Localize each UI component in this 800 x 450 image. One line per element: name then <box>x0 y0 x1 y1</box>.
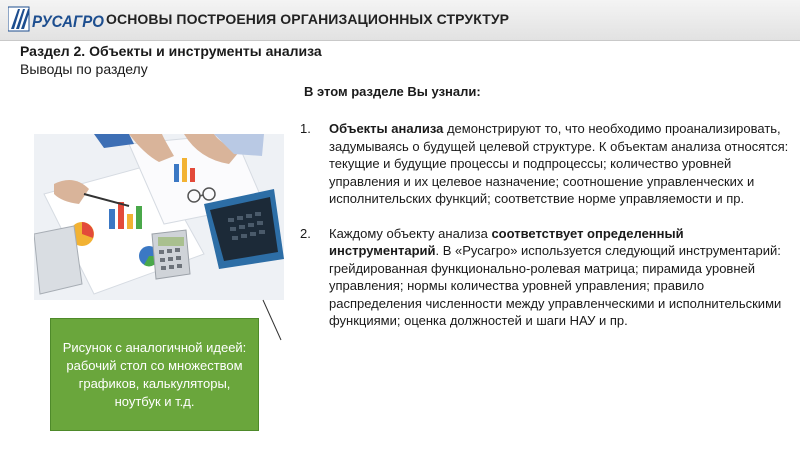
section-title: Раздел 2. Объекты и инструменты анализа <box>20 43 322 59</box>
list-item <box>300 225 790 330</box>
list-item-text: Каждому объекту анализа <box>329 225 492 241</box>
list-item-text: демонстрируют то, что необходимо проанализировать, задумываясь о будущей целевой структуре. К объектам анализа относятся: текущие и будущие процессы и подпроцессы; количество уровней управления и их целевое назначение; соотношение управленческих и исполнительских функций; соответствие норме управляемости и пр. <box>329 121 789 206</box>
list-number: 1. <box>300 121 311 136</box>
section-subtitle: Выводы по разделу <box>20 61 148 77</box>
list-item-bold: Объекты анализа <box>329 121 444 136</box>
learned-heading: В этом разделе Вы узнали: <box>304 84 481 99</box>
logo-text: РУСАГРО <box>32 12 104 31</box>
list-number: 2. <box>300 225 311 241</box>
page-title: ОСНОВЫ ПОСТРОЕНИЯ ОРГАНИЗАЦИОННЫХ СТРУКТУР <box>106 11 510 27</box>
desk-photo <box>34 134 284 300</box>
caption-text: Рисунок с аналогичной идеей: рабочий стол со множеством графиков, калькуляторы, ноутбук и т.д. <box>62 339 247 409</box>
list-item-bold: соответствует определенный инструментарий <box>329 225 684 258</box>
list-item-text-tail: . В «Русагро» используется следующий инструментарий: грейдированная функционально-ролевая матрица; пирамида уровней управления; нормы количества уровней управления; правило распределения численности между управленческими и исполнительскими функциями; оценка должностей и шаги НАУ и пр. <box>329 243 782 328</box>
conclusions-list <box>300 120 790 330</box>
rusagro-logo-icon <box>8 4 112 36</box>
header-bar <box>0 0 800 41</box>
list-item <box>300 120 790 208</box>
caption-box <box>50 318 259 431</box>
